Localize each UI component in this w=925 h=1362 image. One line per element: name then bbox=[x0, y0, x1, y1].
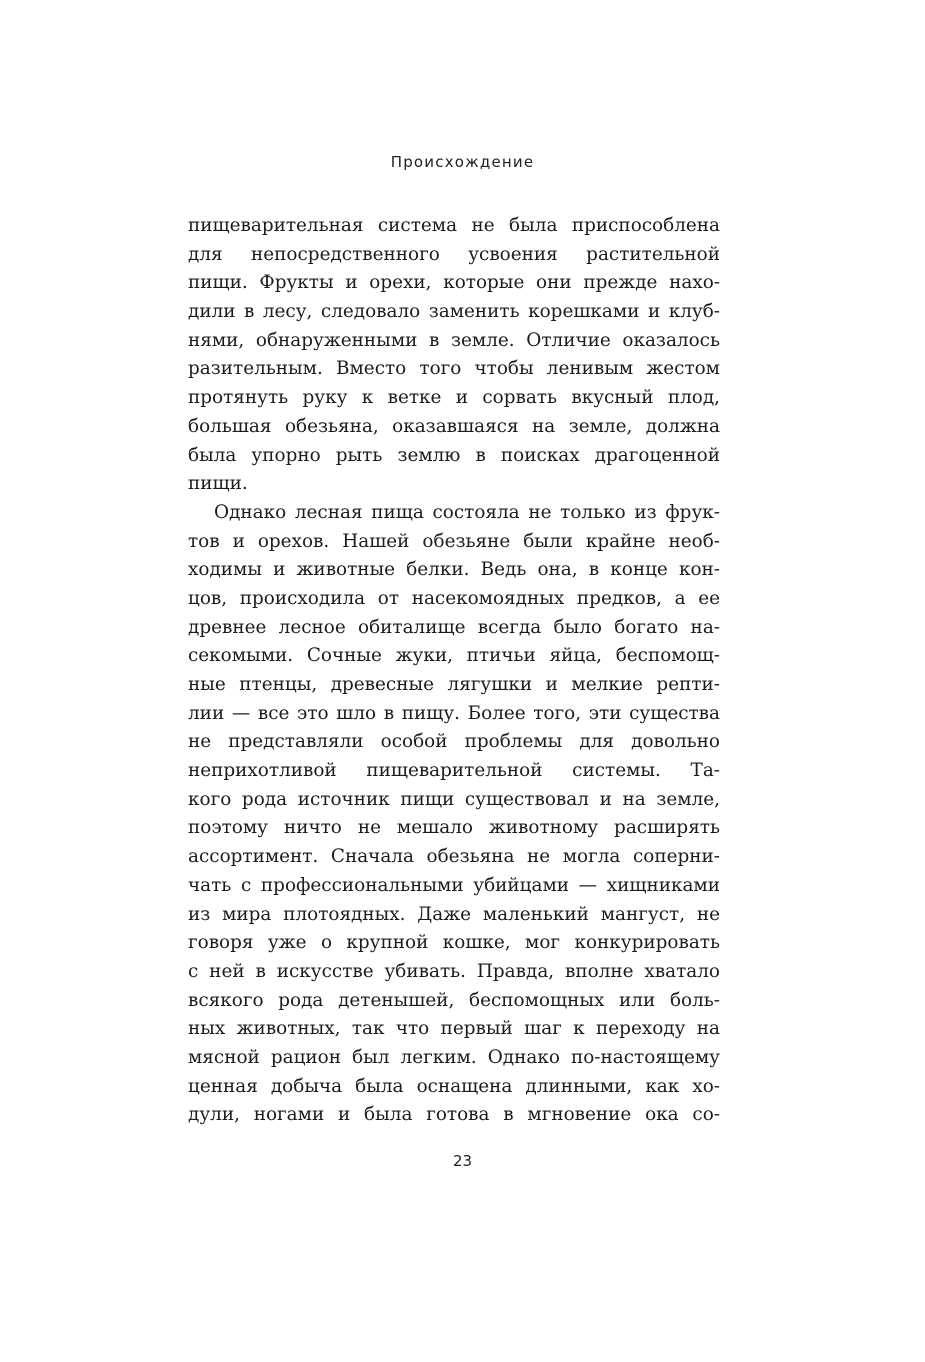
text-line: Однако лесная пища состояла не только из фрук- bbox=[214, 501, 720, 523]
text-line: дули, ногами и была готова в мгновение ока со- bbox=[188, 1104, 720, 1126]
text-line: не представляли особой проблемы для довольно bbox=[188, 731, 720, 753]
text-line: неприхотливой пищеварительной системы. Та- bbox=[188, 760, 720, 782]
text-line: древнее лесное обиталище всегда было богато на- bbox=[188, 616, 720, 638]
text-line: говоря уже о крупной кошке, мог конкурировать bbox=[188, 932, 720, 954]
text-line: ные птенцы, древесные лягушки и мелкие репти- bbox=[188, 674, 720, 695]
page-number: 23 bbox=[452, 1152, 473, 1170]
text-line: всякого рода детенышей, беспомощных или боль- bbox=[188, 989, 720, 1011]
text-line: тов и орехов. Нашей обезьяне были крайне необ- bbox=[188, 530, 720, 552]
text-line: с ней в искусстве убивать. Правда, вполне хватало bbox=[188, 960, 720, 982]
running-title: Происхождение bbox=[390, 153, 535, 171]
text-line: ассортимент. Сначала обезьяна не могла соперни- bbox=[188, 846, 720, 868]
text-line: разительным. Вместо того чтобы ленивым жестом bbox=[188, 358, 720, 380]
text-line: секомыми. Сочные жуки, птичьи яйца, беспомощ- bbox=[188, 645, 720, 667]
text-line: пищи. Фрукты и орехи, которые они прежде нахо- bbox=[188, 272, 720, 294]
text-line: ценная добыча была оснащена длинными, как хо- bbox=[188, 1075, 720, 1097]
text-line: кого рода источник пищи существовал и на земле, bbox=[188, 788, 720, 810]
text-line: чать с профессиональными убийцами — хищниками bbox=[188, 874, 720, 896]
body-text bbox=[188, 212, 720, 1130]
text-line: нями, обнаруженными в земле. Отличие оказалось bbox=[188, 329, 720, 351]
text-line: из мира плотоядных. Даже маленький мангуст, не bbox=[188, 903, 720, 925]
text-line: ных животных, так что первый шаг к переходу на bbox=[188, 1018, 720, 1040]
paragraph-2 bbox=[188, 499, 720, 1130]
text-line: лии — все это шло в пищу. Более того, эти существа bbox=[188, 702, 720, 724]
text-line: большая обезьяна, оказавшаяся на земле, должна bbox=[188, 415, 720, 437]
text-line: дили в лесу, следовало заменить корешками и клуб- bbox=[188, 301, 720, 323]
text-line: для непосредственного усвоения растительной bbox=[188, 243, 720, 265]
text-line: ходимы и животные белки. Ведь она, в конце кон- bbox=[188, 559, 720, 581]
text-line: пищеварительная система не была приспособлена bbox=[188, 215, 720, 236]
text-line: мясной рацион был легким. Однако по-настоящему bbox=[188, 1046, 720, 1068]
text-line: протянуть руку к ветке и сорвать вкусный плод, bbox=[188, 387, 720, 409]
text-line: пищи. bbox=[188, 473, 248, 495]
text-line: была упорно рыть землю в поисках драгоценной bbox=[188, 444, 720, 466]
text-line: поэтому ничто не мешало животному расширять bbox=[188, 817, 720, 839]
text-line: цов, происходила от насекомоядных предков, а ее bbox=[188, 587, 720, 609]
paragraph-1 bbox=[188, 212, 720, 499]
